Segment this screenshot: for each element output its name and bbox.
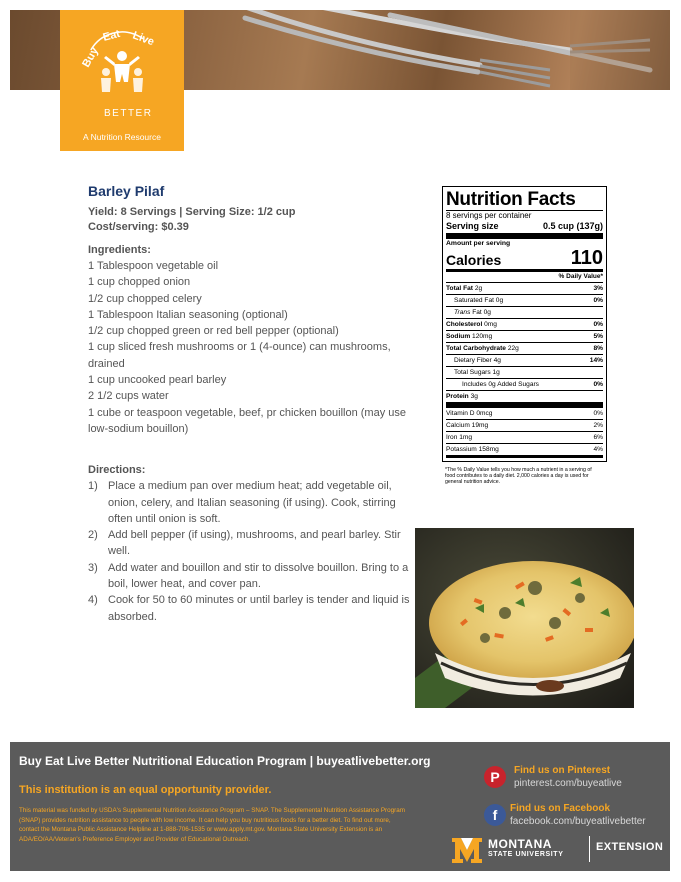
nutrient-row: Total Carbohydrate 22g 8%: [446, 342, 603, 354]
svg-text:Buy: Buy: [80, 45, 101, 70]
nutrient-row: Protein 3g: [446, 390, 603, 402]
nutrient-row: Calcium 19mg 2%: [446, 419, 603, 431]
daily-value-footnote: *The % Daily Value tells you how much a nutrient in a serving of food contributes to a daily diet. 2,000 calories a day is used for general nutrition advice.: [445, 467, 592, 486]
directions-heading: Directions:: [88, 464, 146, 477]
recipe-section: [88, 183, 413, 625]
msu-subname: STATE UNIVERSITY: [488, 851, 564, 858]
logo-subtitle: A Nutrition Resource: [83, 132, 161, 142]
direction-step: [88, 560, 413, 593]
ingredient-item: 1/2 cup chopped green or red bell pepper (optional): [88, 325, 339, 338]
nutrition-facts-label: [442, 186, 607, 462]
svg-text:Eat: Eat: [101, 27, 122, 44]
directions-list: [88, 478, 413, 625]
facebook-block: [510, 802, 646, 828]
ingredient-item: 2 1/2 cups water: [88, 390, 169, 403]
ingredients-heading: Ingredients:: [88, 244, 151, 256]
calories-value: 110: [570, 247, 603, 269]
step-number: 1): [88, 480, 98, 493]
barley-pilaf-photo: [415, 528, 634, 708]
serving-size-row: [446, 221, 603, 232]
servings-per-container: 8 servings per container: [446, 210, 603, 221]
ingredient-item: 1/2 cup chopped celery: [88, 292, 202, 305]
ingredient-item: 1 cup uncooked pearl barley: [88, 374, 227, 387]
step-number: 4): [88, 594, 98, 607]
nutrient-row: Includes 0g Added Sugars 0%: [446, 378, 603, 390]
nutrient-row: Saturated Fat 0g 0%: [446, 294, 603, 306]
pinterest-heading: Find us on Pinterest: [514, 765, 611, 776]
serving-size-label: Serving size: [446, 221, 499, 231]
nutrition-facts-title: Nutrition Facts: [446, 189, 576, 210]
direction-step: [88, 478, 413, 527]
facebook-link[interactable]: facebook.com/buyeatlivebetter: [510, 816, 646, 827]
nutrient-row: Trans Fat 0g: [446, 306, 603, 318]
nutrient-row: Total Sugars 1g: [446, 366, 603, 378]
yield-line: Yield: 8 Servings | Serving Size: 1/2 cup: [88, 206, 296, 218]
food-bowl-illustration: [415, 528, 634, 708]
step-number: 2): [88, 529, 98, 542]
step-text: Place a medium pan over medium heat; add vegetable oil, onion, celery, and Italian seasoning (if using). Cook, stirring often until onion is soft.: [108, 480, 396, 525]
msu-m-icon: [450, 832, 484, 866]
nutrient-row: Total Fat 2g 3%: [446, 282, 603, 294]
cost-line: Cost/serving: $0.39: [88, 221, 189, 233]
pinterest-block: [514, 764, 622, 790]
calories-row: [446, 248, 603, 268]
ingredient-item: 1 Tablespoon vegetable oil: [88, 260, 219, 272]
nutrient-row: Cholesterol 0mg 0%: [446, 318, 603, 330]
svg-text:BETTER: BETTER: [104, 108, 153, 119]
msu-name: MONTANA: [488, 837, 552, 851]
logo-divider: [589, 836, 590, 862]
logo-figures-icon: [74, 16, 170, 128]
recipe-title: Barley Pilaf: [88, 183, 165, 199]
montana-state-extension-logo: [450, 832, 664, 866]
buy-eat-live-better-logo: [60, 10, 184, 151]
pinterest-icon[interactable]: P: [484, 766, 506, 788]
program-line: Buy Eat Live Better Nutritional Education Program | buyeatlivebetter.org: [19, 754, 431, 768]
direction-step: [88, 592, 413, 625]
ingredients-list: [88, 258, 413, 437]
pinterest-link[interactable]: pinterest.com/buyeatlive: [514, 778, 622, 789]
ingredient-item: 1 cup chopped onion: [88, 276, 191, 289]
footer: [10, 742, 670, 871]
step-text: Add bell pepper (if using), mushrooms, and pearl barley. Stir well.: [108, 529, 401, 558]
ingredient-item: 1 cube or teaspoon vegetable, beef, pr chicken bouillon (may use low-sodium bouillon): [88, 406, 406, 435]
step-number: 3): [88, 561, 98, 574]
facebook-icon[interactable]: f: [484, 804, 506, 826]
step-text: Cook for 50 to 60 minutes or until barley is tender and liquid is absorbed.: [108, 594, 410, 623]
amount-per-serving: Amount per serving: [446, 240, 511, 247]
ingredient-item: 1 Tablespoon Italian seasoning (optional): [88, 308, 288, 321]
step-text: Add water and bouillon and stir to dissolve bouillon. Bring to a boil, lower heat, and cover pan.: [108, 561, 409, 591]
nutrient-row: Vitamin D 0mcg 0%: [446, 410, 603, 417]
direction-step: [88, 527, 413, 560]
nutrient-row: Iron 1mg 6%: [446, 431, 603, 443]
equal-opportunity-line: This institution is an equal opportunity provider.: [19, 784, 272, 796]
funding-statement: This material was funded by USDA's Supplemental Nutrition Assistance Program – SNAP. The Supplemental Nutrition Assistance Program (SNAP) provides nutrition assistance to people with low income. It can help you buy nutritious foods for a better diet. To find out more, contact the Montana Public Assistance Helpline at 1-888-706-1535 or www.apply.mt.gov. Montana State University Extension is an ADA/EO/AA/Veteran's Preference Employer and Provider of Educational Outreach.: [19, 807, 405, 843]
facebook-heading: Find us on Facebook: [510, 803, 611, 814]
ingredient-item: 1 cup sliced fresh mushrooms or 1 (4-ounce) can mushrooms, drained: [88, 341, 391, 370]
calories-label: Calories: [446, 252, 502, 268]
nutrient-row: Dietary Fiber 4g 14%: [446, 354, 603, 366]
svg-text:Live: Live: [130, 29, 156, 49]
daily-value-header: % Daily Value*: [558, 273, 603, 280]
nutrient-row: Sodium 120mg 5%: [446, 330, 603, 342]
nutrient-row: Potassium 158mg 4%: [446, 443, 603, 455]
serving-size-value: 0.5 cup (137g): [542, 221, 603, 231]
extension-label: EXTENSION: [596, 841, 664, 853]
